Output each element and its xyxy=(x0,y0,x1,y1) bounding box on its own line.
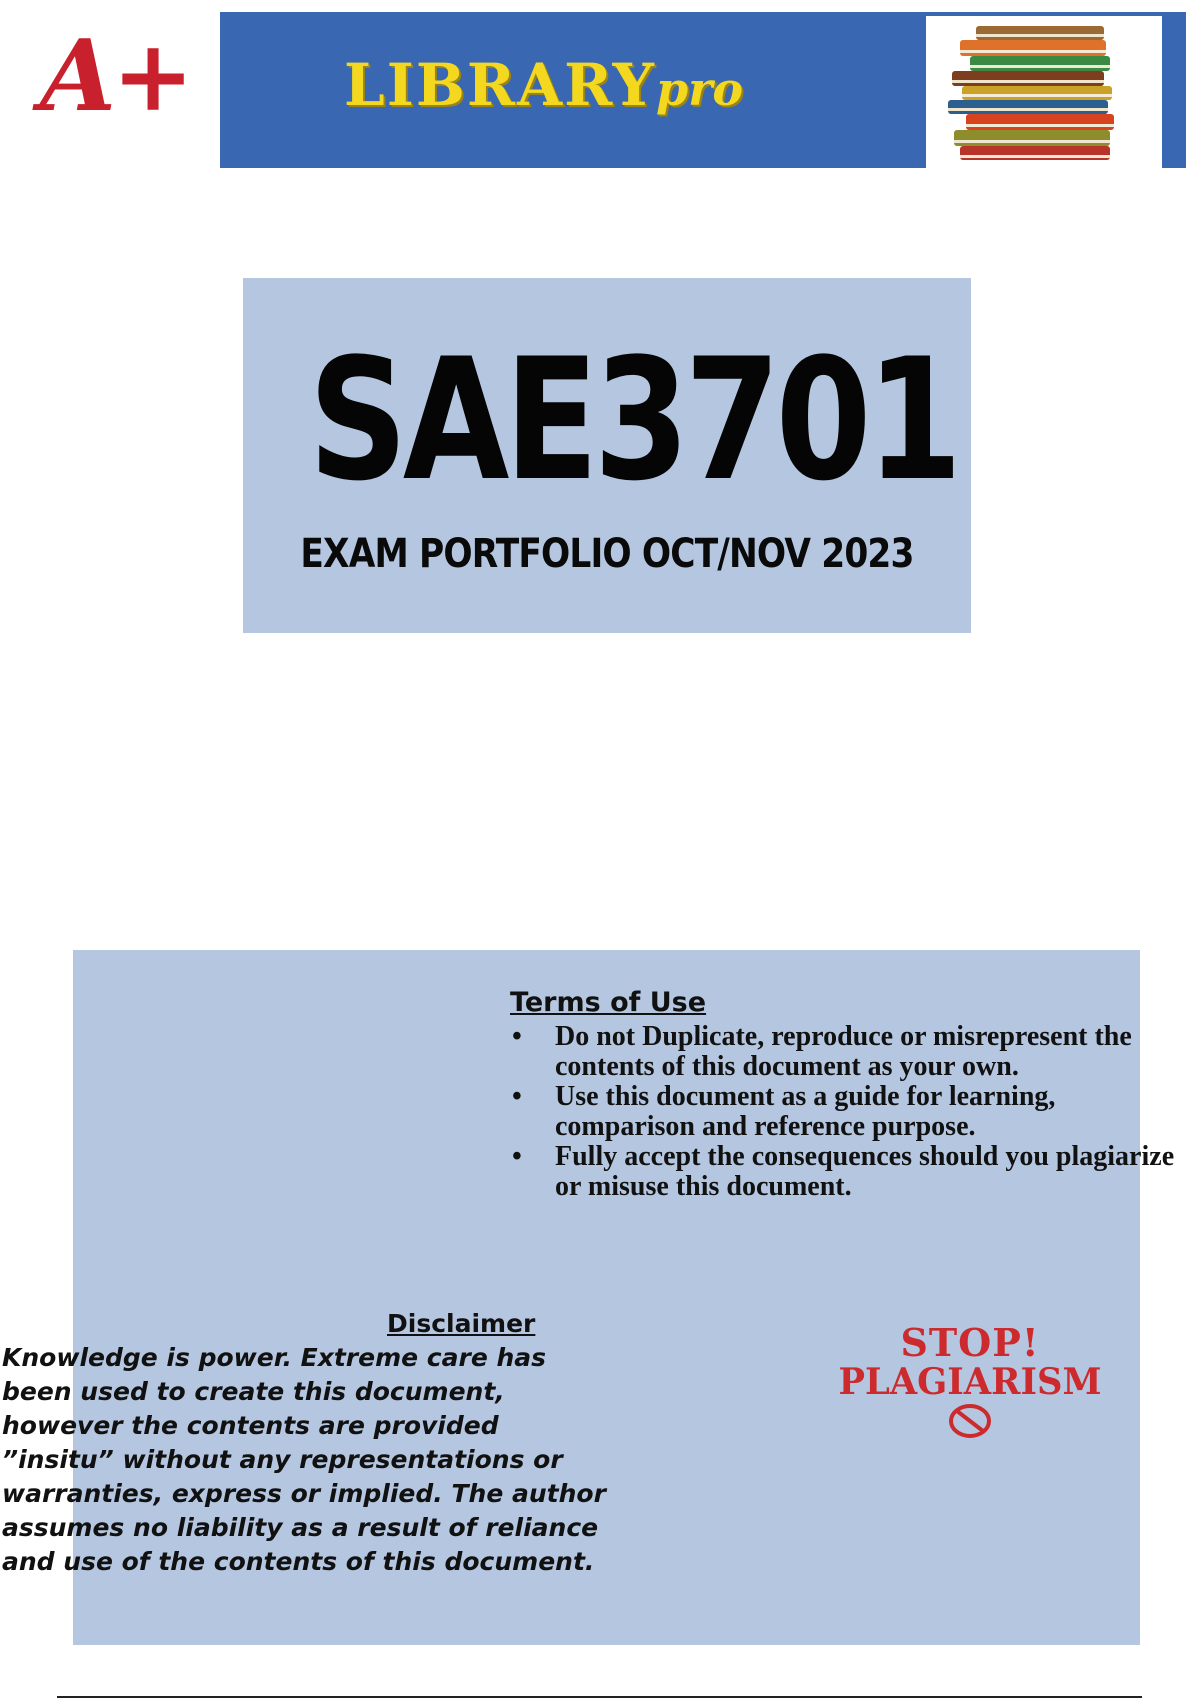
title-box xyxy=(243,278,971,633)
books-image xyxy=(926,16,1162,168)
terms-of-use-heading: Terms of Use xyxy=(510,987,707,1018)
terms-list-item xyxy=(510,1082,1200,1142)
brand-main: LIBRARY xyxy=(344,51,656,119)
brand-suffix: pro xyxy=(655,62,744,116)
stop-text: STOP! xyxy=(900,1320,1040,1365)
exam-subtitle: EXAM PORTFOLIO OCT/NOV 2023 xyxy=(300,531,914,577)
disclaimer-line: assumes no liability as a result of reliance xyxy=(2,1513,599,1542)
terms-item-text: Do not Duplicate, reproduce or misrepresent the contents of this document as your own. xyxy=(555,1021,1132,1082)
stop-plagiarism-badge xyxy=(820,1320,1120,1443)
terms-item-text: Fully accept the consequences should you plagiarize or misuse this document. xyxy=(555,1141,1175,1202)
disclaimer-line: Knowledge is power. Extreme care has xyxy=(2,1343,547,1372)
brand-name xyxy=(344,50,743,124)
terms-list-item xyxy=(510,1022,1200,1082)
prohibition-icon xyxy=(948,1403,992,1439)
disclaimer-heading: Disclaimer xyxy=(387,1309,536,1338)
stack-of-books-icon xyxy=(926,16,1162,168)
bullet: • xyxy=(512,1081,522,1112)
disclaimer-line: however the contents are provided xyxy=(2,1411,499,1440)
terms-list xyxy=(510,1022,1200,1202)
disclaimer-body xyxy=(2,1341,682,1579)
disclaimer-line: warranties, express or implied. The author xyxy=(2,1479,606,1508)
terms-item-text: Use this document as a guide for learning, comparison and reference purpose. xyxy=(555,1081,1056,1142)
bullet: • xyxy=(512,1141,522,1172)
disclaimer-line: been used to create this document, xyxy=(2,1377,505,1406)
a-plus-logo: A+ xyxy=(40,19,191,134)
plagiarism-text: PLAGIARISM xyxy=(838,1361,1102,1403)
course-code: SAE3701 xyxy=(308,322,958,518)
bullet: • xyxy=(512,1021,522,1052)
disclaimer-line: ”insitu” without any representations or xyxy=(2,1445,563,1474)
terms-list-item xyxy=(510,1142,1200,1202)
disclaimer-line: and use of the contents of this document. xyxy=(2,1547,595,1576)
library-pro-banner xyxy=(220,12,1186,168)
bottom-divider xyxy=(57,1696,1142,1698)
